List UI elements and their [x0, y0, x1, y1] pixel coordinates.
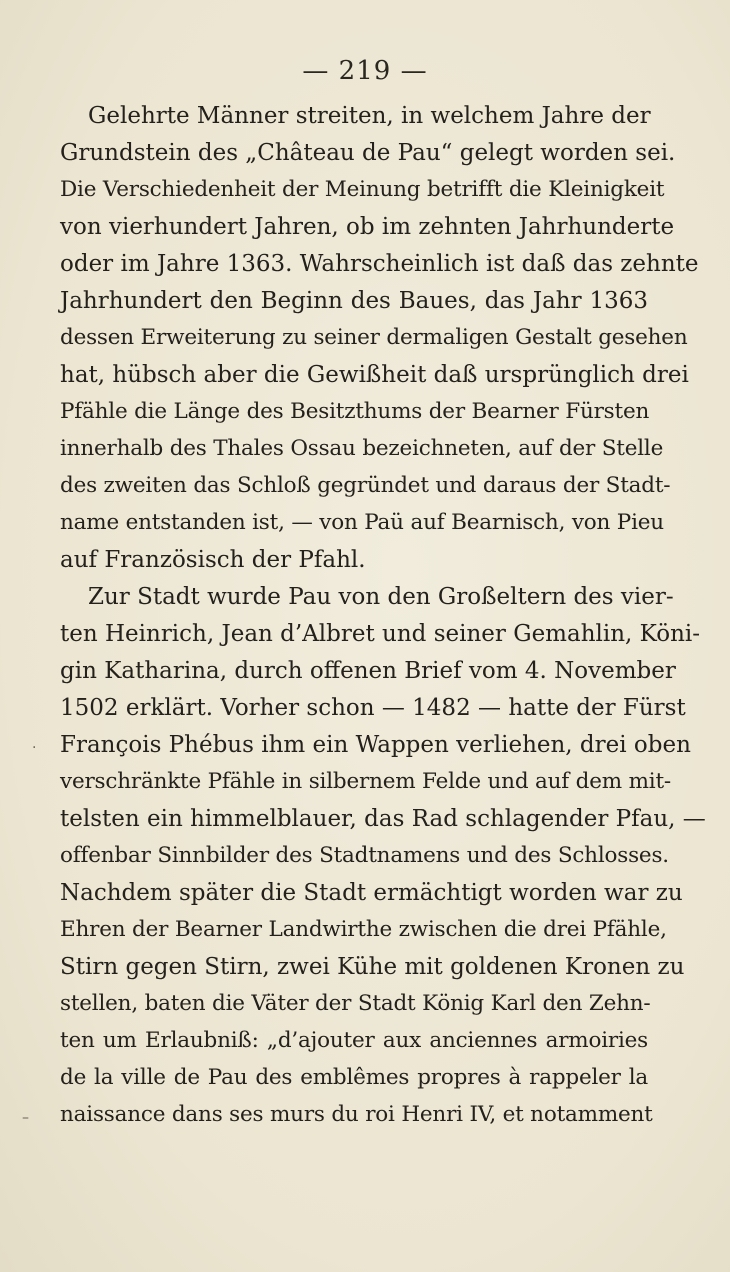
text-line: 1502 erklärt. Vorher schon — 1482 — hatte der Fürst — [60, 695, 686, 721]
text-line: naissance dans ses murs du roi Henri IV, et notamment — [60, 1102, 653, 1127]
text-line: Ehren der Bearner Landwirthe zwischen die drei Pfähle, — [60, 917, 667, 942]
text-line: telsten ein himmelblauer, das Rad schlagender Pfau, — — [60, 806, 706, 832]
text-line: ten Heinrich, Jean d’Albret und seiner Gemahlin, Köni- — [60, 621, 701, 647]
margin-speck: · — [32, 740, 37, 756]
text-line: name entstanden ist, — von Paü auf Bearnisch, von Pieu — [60, 510, 664, 535]
text-line: stellen, baten die Väter der Stadt König Karl den Zehn- — [60, 991, 651, 1016]
text-line: oder im Jahre 1363. Wahrscheinlich ist daß das zehnte — [60, 251, 699, 277]
text-line: Gelehrte Männer streiten, in welchem Jahre der — [88, 103, 651, 129]
text-line: de la ville de Pau des emblêmes propres à rappeler la — [60, 1065, 648, 1090]
text-line: dessen Erweiterung zu seiner dermaligen Gestalt gesehen — [60, 325, 688, 350]
text-line: des zweiten das Schloß gegründet und daraus der Stadt- — [60, 473, 671, 498]
margin-speck: – — [22, 1110, 29, 1126]
text-line: Pfähle die Länge des Besitzthums der Bearner Fürsten — [60, 399, 650, 424]
text-line: Stirn gegen Stirn, zwei Kühe mit goldenen Kronen zu — [60, 954, 685, 980]
text-line: Die Verschiedenheit der Meinung betrifft die Kleinigkeit — [60, 177, 665, 202]
text-line: hat, hübsch aber die Gewißheit daß ursprünglich drei — [60, 362, 689, 388]
text-line: ten um Erlaubniß: „d’ajouter aux anciennes armoiries — [60, 1028, 648, 1053]
text-line: Nachdem später die Stadt ermächtigt worden war zu — [60, 880, 683, 906]
text-line: innerhalb des Thales Ossau bezeichneten, auf der Stelle — [60, 436, 664, 461]
text-line: gin Katharina, durch offenen Brief vom 4. November — [60, 658, 676, 684]
text-line: Zur Stadt wurde Pau von den Großeltern des vier- — [88, 584, 674, 610]
text-line: François Phébus ihm ein Wappen verliehen, drei oben — [60, 732, 691, 758]
text-line: Grundstein des „Château de Pau“ gelegt worden sei. — [60, 140, 676, 166]
text-line: Jahrhundert den Beginn des Baues, das Jahr 1363 — [60, 288, 648, 314]
text-line: auf Französisch der Pfahl. — [60, 547, 366, 573]
text-line: von vierhundert Jahren, ob im zehnten Jahrhunderte — [60, 214, 675, 240]
page-number: — 219 — — [302, 56, 428, 86]
text-line: offenbar Sinnbilder des Stadtnamens und des Schlosses. — [60, 843, 669, 868]
text-line: verschränkte Pfähle in silbernem Felde und auf dem mit- — [60, 769, 671, 794]
